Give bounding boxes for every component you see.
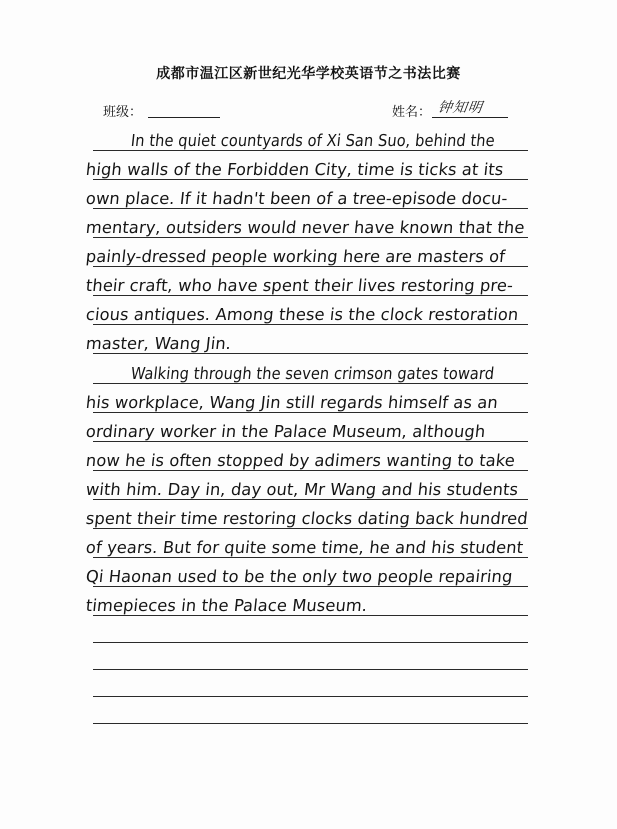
ruled-line: [93, 353, 528, 354]
essay-line: now he is often stopped by adimers wanting to take: [85, 451, 516, 470]
ruled-line: [93, 642, 528, 643]
essay-line: master, Wang Jin.: [85, 334, 233, 353]
class-field-line: [148, 117, 220, 118]
essay-line: ordinary worker in the Palace Museum, although: [85, 422, 487, 441]
name-label: 姓名：: [392, 105, 432, 120]
essay-line: with him. Day in, day out, Mr Wang and his students: [85, 480, 520, 499]
name-field-line: [432, 117, 508, 118]
ruled-line: [93, 150, 528, 151]
essay-line: cious antiques. Among these is the clock restoration: [85, 305, 520, 324]
ruled-line: [93, 237, 528, 238]
ruled-line: [93, 470, 528, 471]
ruled-line: [93, 179, 528, 180]
ruled-line: [93, 441, 528, 442]
essay-line: his workplace, Wang Jin still regards himself as an: [85, 393, 499, 412]
essay-line: of years. But for quite some time, he and his student: [85, 538, 525, 557]
ruled-line: [93, 723, 528, 724]
ruled-line: [93, 383, 528, 384]
ruled-line: [93, 324, 528, 325]
ruled-line: [93, 208, 528, 209]
essay-line: timepieces in the Palace Museum.: [85, 596, 369, 615]
essay-line: their craft, who have spent their lives restoring pre-: [85, 276, 515, 295]
ruled-line: [93, 499, 528, 500]
ruled-line: [93, 528, 528, 529]
essay-line: Walking through the seven crimson gates toward: [130, 364, 496, 383]
essay-line: Qi Haonan used to be the only two people repairing: [85, 567, 514, 586]
essay-line: high walls of the Forbidden City, time is ticks at its: [85, 160, 505, 179]
ruled-line: [93, 266, 528, 267]
class-label: 班级：: [103, 105, 143, 120]
essay-line: own place. If it hadn't been of a tree-episode docu-: [85, 189, 509, 208]
essay-line: painly-dressed people working here are masters of: [85, 247, 507, 266]
ruled-line: [93, 295, 528, 296]
ruled-line: [93, 412, 528, 413]
essay-line: In the quiet countyards of Xi San Suo, behind the: [130, 131, 496, 150]
page-title: 成都市温江区新世纪光华学校英语节之书法比赛: [156, 66, 461, 82]
ruled-line: [93, 669, 528, 670]
essay-line: mentary, outsiders would never have known that the: [85, 218, 526, 237]
ruled-line: [93, 615, 528, 616]
name-value: 钟知明: [436, 100, 484, 116]
essay-line: spent their time restoring clocks dating back hundred: [85, 509, 529, 528]
ruled-line: [93, 586, 528, 587]
ruled-line: [93, 696, 528, 697]
ruled-line: [93, 557, 528, 558]
